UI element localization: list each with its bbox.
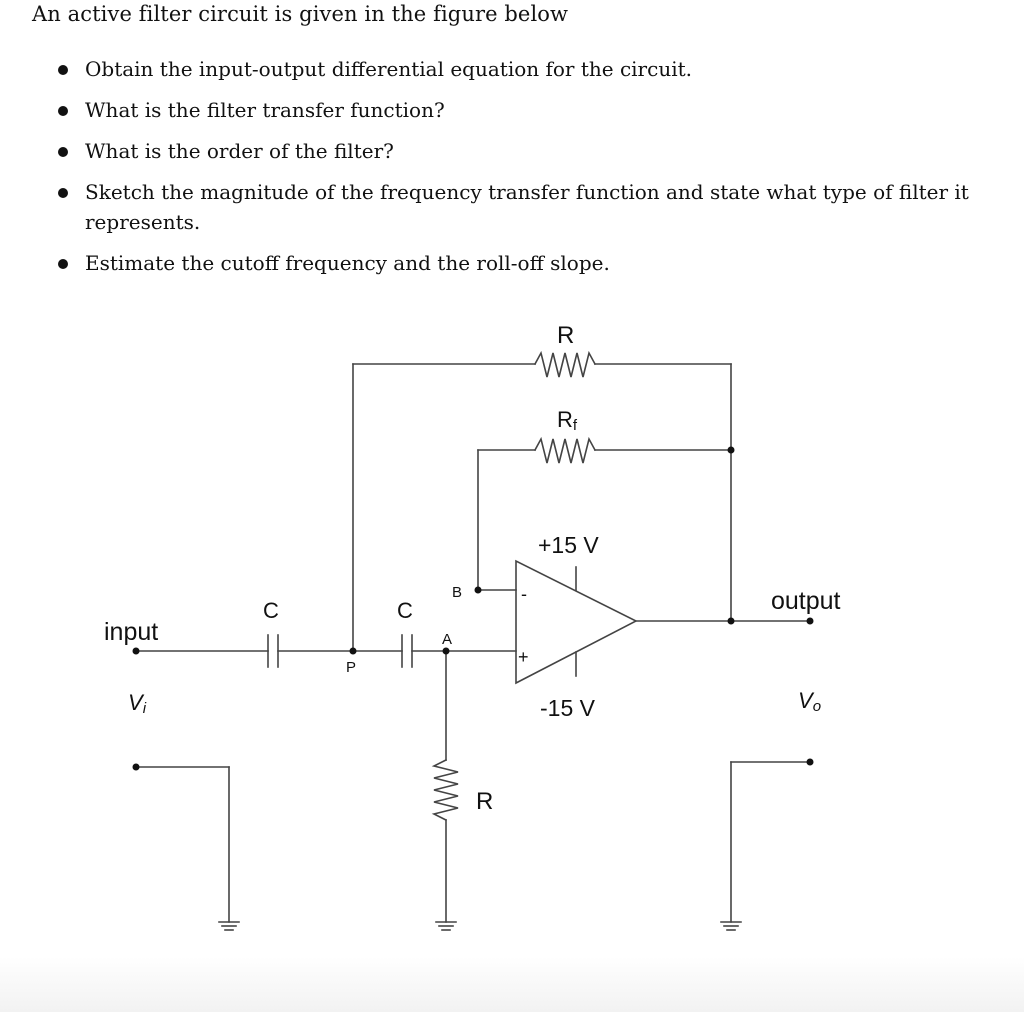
capacitor-2-label: C	[397, 598, 413, 623]
resistor-top-label: R	[557, 322, 575, 349]
resistor-ground-label: R	[476, 788, 494, 815]
question-text: Estimate the cutoff frequency and the roll-off slope.	[85, 251, 610, 275]
resistor-top-zigzag	[535, 353, 595, 377]
vi-label: Vi	[128, 690, 147, 717]
supply-positive-label: +15 V	[538, 532, 599, 558]
question-text: What is the order of the filter?	[85, 139, 394, 163]
resistor-rf-zigzag	[535, 439, 595, 463]
node-b-label: B	[452, 584, 463, 601]
output-return-terminal-dot	[807, 759, 814, 766]
input-terminal-dot	[133, 648, 140, 655]
ground-icon	[219, 922, 239, 930]
capacitor-1-label: C	[263, 598, 279, 623]
supply-negative-label: -15 V	[540, 695, 595, 721]
opamp-noninverting-sign: +	[518, 647, 529, 667]
resistor-feedback-label: Rf	[557, 407, 578, 434]
question-text: What is the filter transfer function?	[85, 98, 445, 122]
bottom-fade	[0, 957, 1024, 1012]
question-text: Sketch the magnitude of the frequency transfer function and state what type of filter it represents.	[85, 180, 969, 234]
vo-label: Vo	[798, 688, 822, 715]
ground-icon	[436, 922, 456, 930]
output-label: output	[771, 587, 841, 615]
node-p-label: P	[346, 659, 357, 676]
rf-junction-dot	[728, 447, 735, 454]
opamp-inverting-sign: -	[521, 584, 527, 604]
output-junction-dot	[728, 618, 735, 625]
resistor-ground-zigzag	[434, 760, 458, 820]
question-text: Obtain the input-output differential equation for the circuit.	[85, 57, 692, 81]
node-a-label: A	[442, 631, 453, 648]
ground-icon	[721, 922, 741, 930]
output-terminal-dot	[807, 618, 814, 625]
input-label: input	[104, 618, 159, 646]
node-b-dot	[475, 587, 482, 594]
node-p-dot	[350, 648, 357, 655]
input-return-terminal-dot	[133, 764, 140, 771]
node-a-dot	[443, 648, 450, 655]
problem-intro: An active filter circuit is given in the figure below	[32, 2, 569, 26]
